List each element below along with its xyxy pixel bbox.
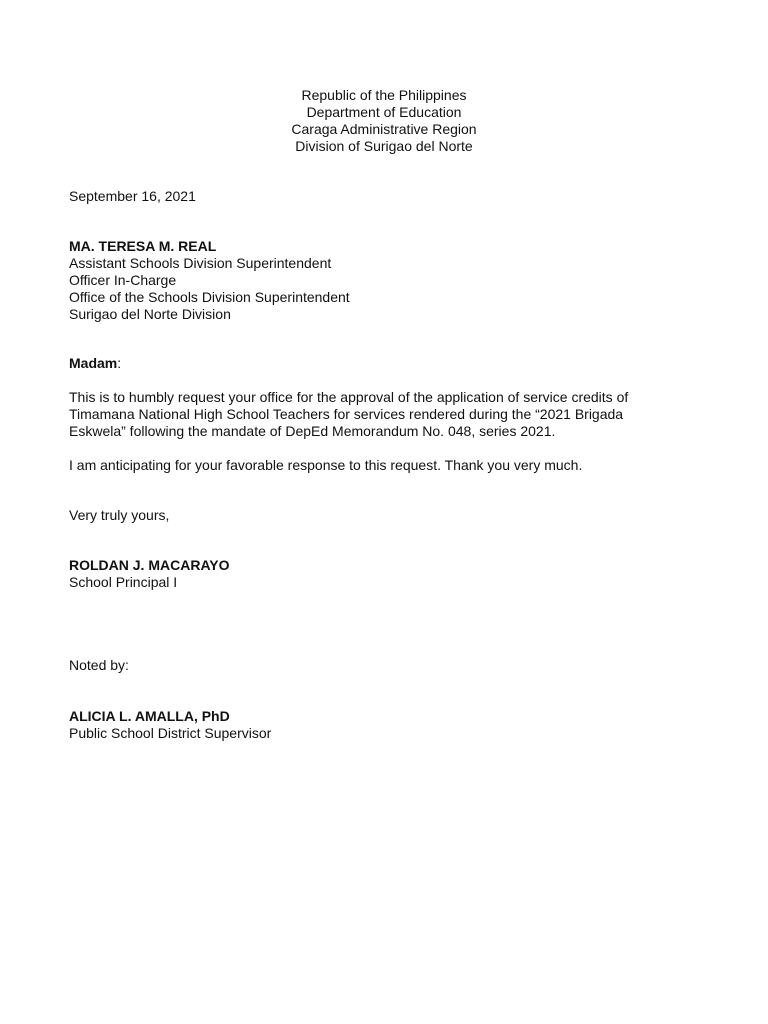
body-paragraph-1-line-2: Timamana National High School Teachers for services rendered during the “2021 Brigada [69, 406, 624, 422]
signatory-name: ROLDAN J. MACARAYO [69, 557, 230, 573]
salutation-line [69, 355, 699, 372]
addressee-position: Assistant Schools Division Superintendent [69, 255, 332, 271]
addressee-name: MA. TERESA M. REAL [69, 238, 217, 254]
letterhead-line-region: Caraga Administrative Region [291, 121, 477, 137]
noted-by-name: ALICIA L. AMALLA, PhD [69, 708, 230, 724]
salutation-punct: : [117, 355, 122, 371]
addressee-division: Surigao del Norte Division [69, 306, 231, 322]
letter-date [69, 188, 699, 205]
signatory-title: School Principal I [69, 574, 178, 590]
letterhead-line-division: Division of Surigao del Norte [295, 138, 473, 154]
closing [69, 507, 699, 524]
date-text: September 16, 2021 [69, 188, 196, 204]
salutation [69, 355, 699, 372]
body-paragraph-1-line-3: Eskwela” following the mandate of DepEd Memorandum No. 048, series 2021. [69, 423, 556, 439]
noted-by-title: Public School District Supervisor [69, 725, 272, 741]
noted-by-label [69, 657, 699, 674]
letterhead [0, 87, 768, 155]
body-paragraph-2 [69, 457, 699, 474]
body-paragraph-1 [69, 389, 699, 440]
noted-by-block [69, 708, 699, 742]
letterhead-line-republic: Republic of the Philippines [301, 87, 467, 103]
addressee-role: Officer In-Charge [69, 272, 177, 288]
salutation-word: Madam [69, 355, 118, 371]
addressee-office: Office of the Schools Division Superintendent [69, 289, 350, 305]
noted-by-text: Noted by: [69, 657, 129, 673]
letterhead-line-department: Department of Education [306, 104, 462, 120]
addressee-block [69, 238, 699, 323]
signatory-block [69, 557, 699, 591]
body-paragraph-2-text: I am anticipating for your favorable response to this request. Thank you very much. [69, 457, 583, 473]
body-paragraph-1-line-1: This is to humbly request your office for the approval of the application of service credits of [69, 389, 629, 405]
closing-text: Very truly yours, [69, 507, 170, 523]
